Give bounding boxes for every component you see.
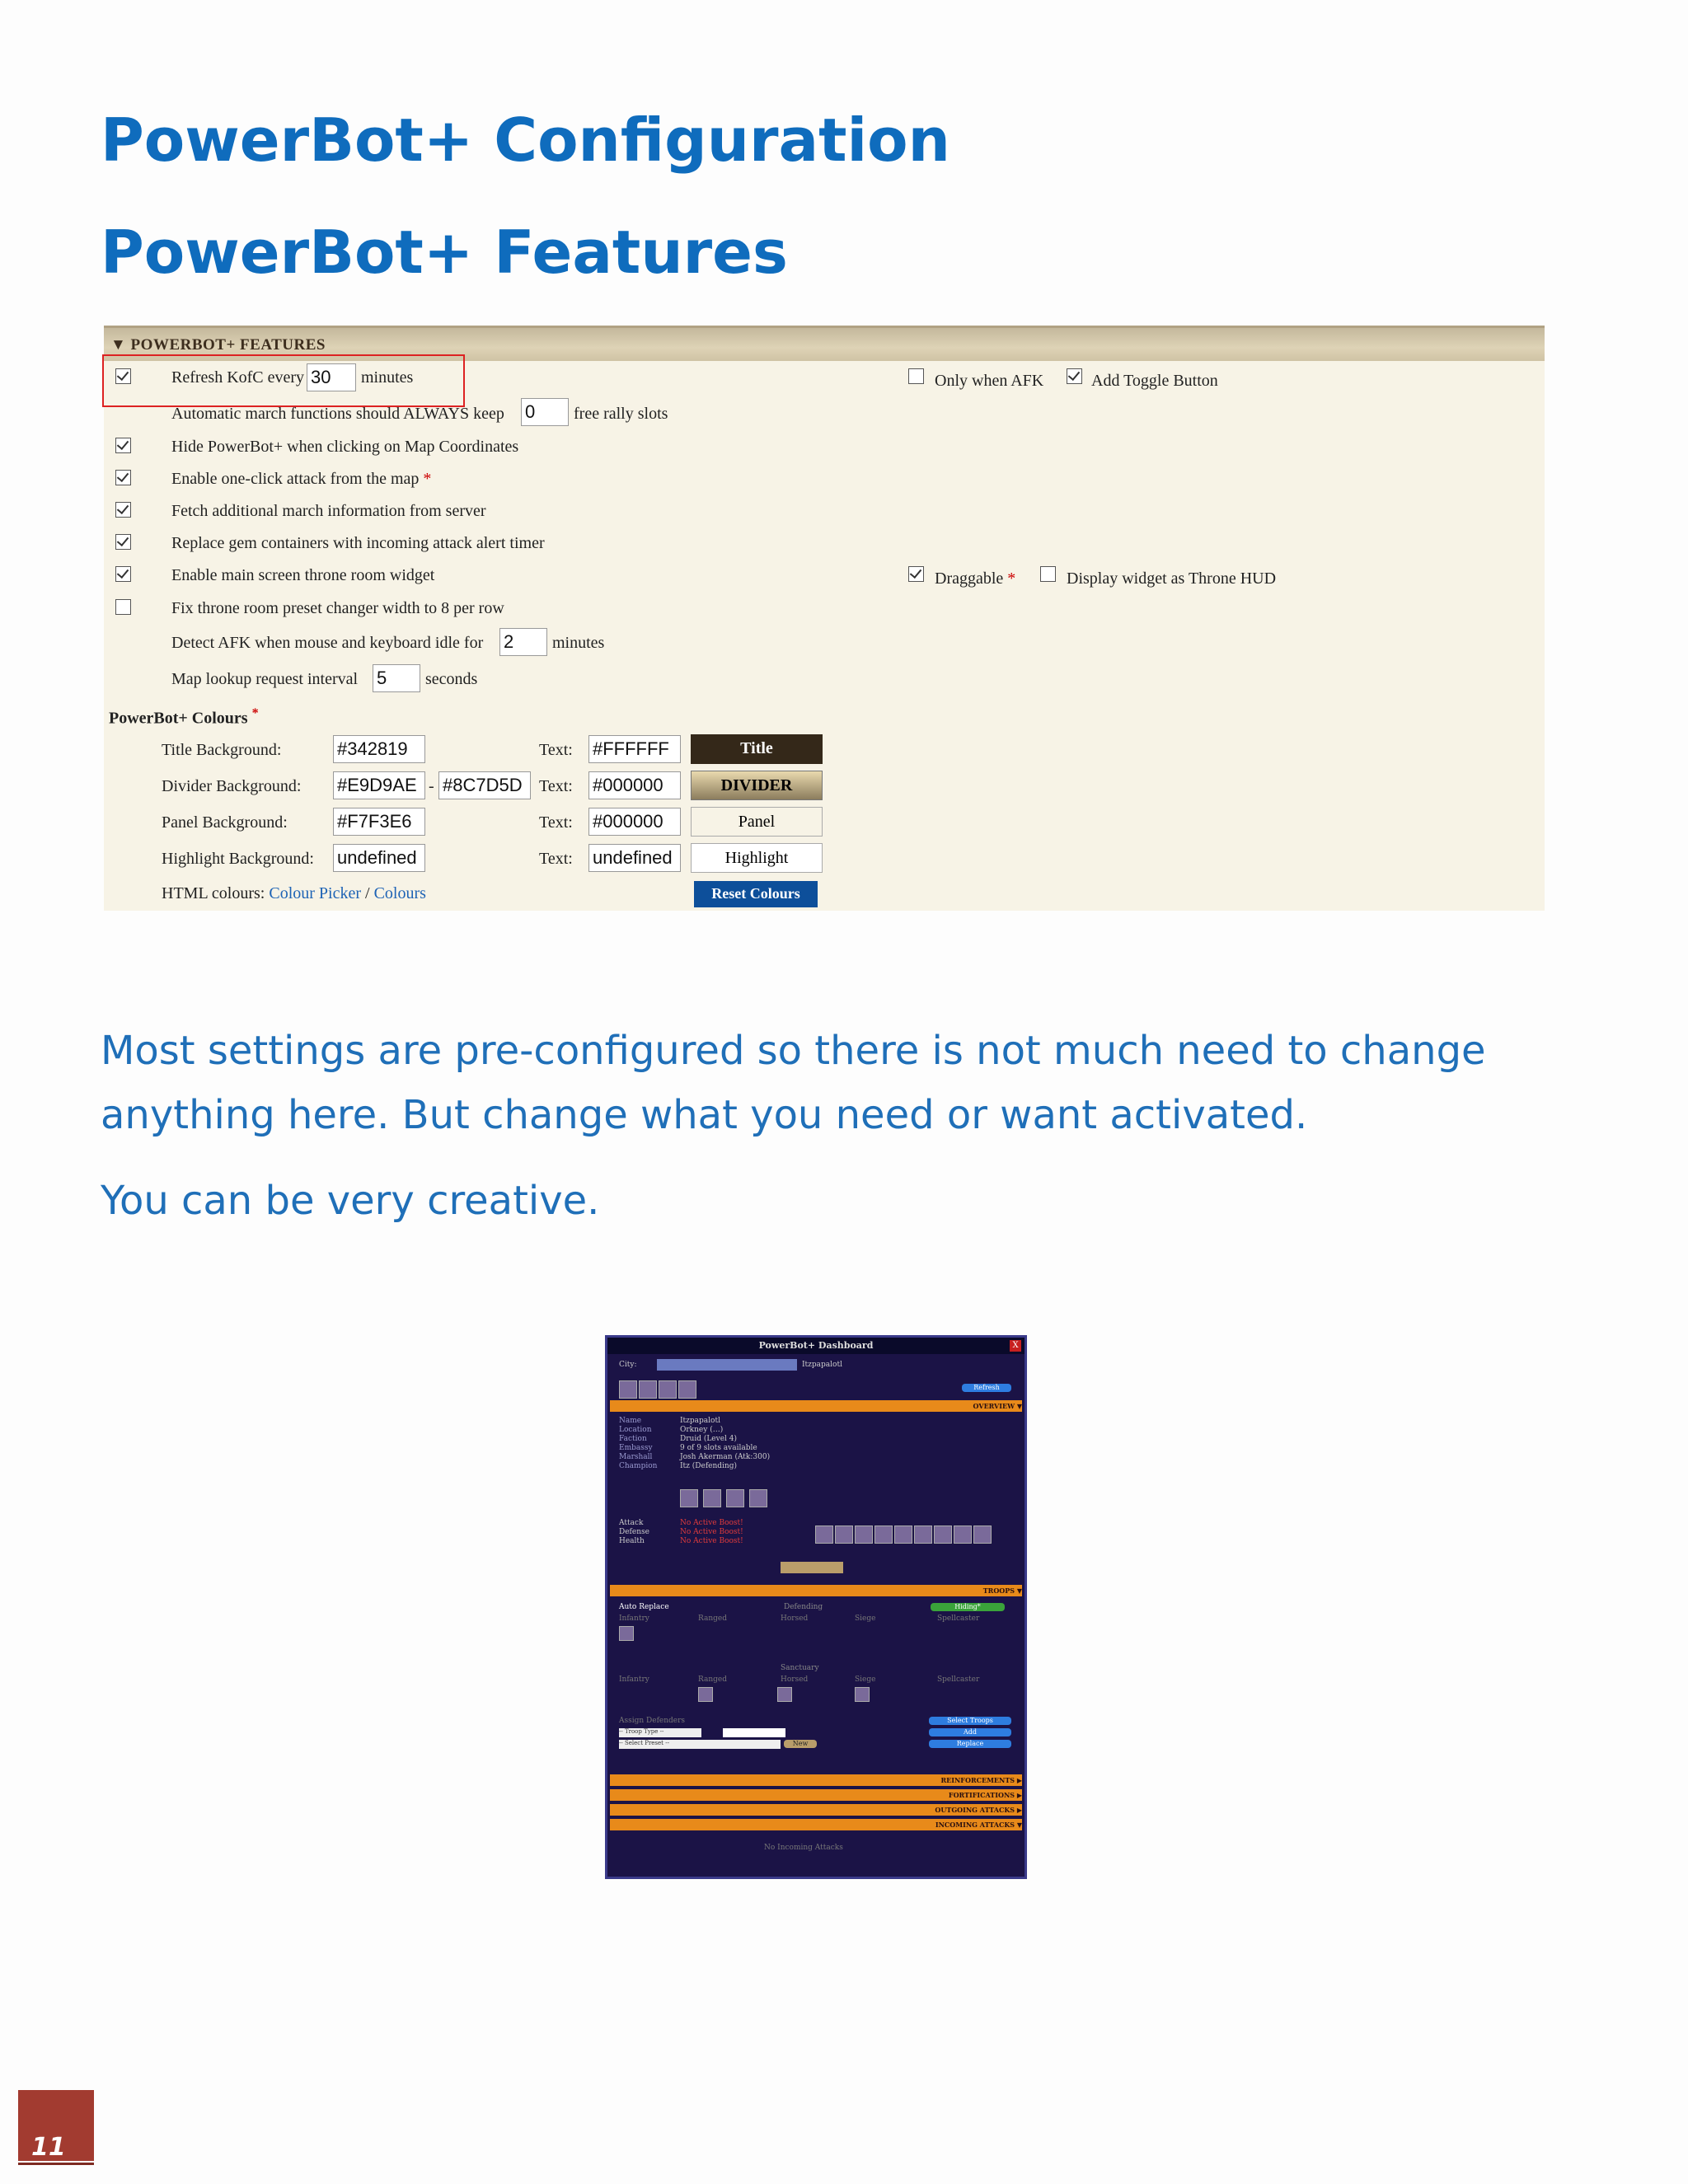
troop-col: Horsed <box>781 1675 809 1684</box>
draggable-label: Draggable * <box>935 569 1016 588</box>
info-label: Faction <box>619 1435 647 1443</box>
info-value: Itzpapalotl <box>680 1417 720 1425</box>
option-label: Fix throne room preset changer width to 8 per row <box>171 599 504 617</box>
panel-bg-input[interactable]: #F7F3E6 <box>333 808 425 836</box>
champion-icon <box>703 1489 721 1507</box>
only-afk-label: Only when AFK <box>935 372 1044 390</box>
afk-minutes-input[interactable]: 2 <box>499 628 547 656</box>
body-paragraph: Most settings are pre-configured so there is not much need to change anything here. But change what you need or want activated. <box>101 1028 1486 1138</box>
add-button[interactable]: Add <box>929 1728 1011 1736</box>
troop-col: Siege <box>855 1615 876 1623</box>
option-checkbox[interactable] <box>115 470 131 485</box>
divider-bg2-input[interactable]: #8C7D5D <box>438 771 531 799</box>
option-checkbox[interactable] <box>115 566 131 582</box>
colour-picker-link[interactable]: Colour Picker <box>269 884 362 902</box>
troops-bar[interactable]: TROOPS ▼ <box>610 1585 1022 1596</box>
champion-icon <box>680 1489 698 1507</box>
option-checkbox[interactable] <box>115 438 131 453</box>
option-label: Fetch additional march information from server <box>171 502 486 520</box>
refresh-minutes-input[interactable]: 30 <box>307 363 356 391</box>
panel-text-input[interactable]: #000000 <box>588 808 681 836</box>
only-afk-checkbox[interactable] <box>908 368 924 384</box>
replace-button[interactable]: Replace <box>929 1740 1011 1748</box>
reinforcements-bar[interactable]: REINFORCEMENTS ▶ <box>610 1774 1022 1786</box>
html-colours-row: HTML colours: Colour Picker / Colours <box>162 884 426 902</box>
troop-icon <box>855 1687 870 1702</box>
troop-col: Ranged <box>698 1675 727 1684</box>
city-icon <box>659 1380 677 1399</box>
panel-header-label: ▼ POWERBOT+ FEATURES <box>110 336 326 354</box>
auto-replace-label[interactable]: Auto Replace <box>619 1603 669 1611</box>
text-label: Text: <box>539 850 573 868</box>
refresh-button[interactable]: Refresh <box>962 1384 1011 1392</box>
select-troops-button[interactable]: Select Troops <box>929 1717 1011 1725</box>
champion-icon <box>726 1489 744 1507</box>
stat-value: No Active Boost! <box>680 1537 743 1545</box>
divider-bg-label: Divider Background: <box>162 777 302 795</box>
troop-col: Spellcaster <box>937 1615 980 1623</box>
troop-icon <box>698 1687 713 1702</box>
rally-slots-input[interactable]: 0 <box>521 398 569 426</box>
info-label: Champion <box>619 1462 658 1470</box>
new-preset-button[interactable]: New <box>784 1740 817 1748</box>
city-name: Itzpapalotl <box>802 1361 842 1369</box>
city-icon <box>619 1380 637 1399</box>
boost-icon <box>934 1526 952 1544</box>
stat-label: Health <box>619 1537 645 1545</box>
info-value: Itz (Defending) <box>680 1462 737 1470</box>
troop-col: Siege <box>855 1675 876 1684</box>
info-value: Orkney (…) <box>680 1426 724 1434</box>
highlight-text-input[interactable]: undefined <box>588 844 681 872</box>
text-label: Text: <box>539 813 573 832</box>
map-lookup-unit: seconds <box>425 670 478 688</box>
boost-icon <box>815 1526 833 1544</box>
divider-preview-button[interactable]: DIVIDER <box>691 771 823 800</box>
rally-unit: free rally slots <box>574 405 668 423</box>
dashboard-title: PowerBot+ Dashboard <box>607 1338 1025 1354</box>
city-label: City: <box>619 1361 637 1369</box>
highlight-bg-label: Highlight Background: <box>162 850 314 868</box>
panel-bg-label: Panel Background: <box>162 813 288 832</box>
stat-label: Attack <box>619 1519 644 1527</box>
text-label: Text: <box>539 777 573 795</box>
boost-icon <box>973 1526 992 1544</box>
refresh-label: Refresh KofC every <box>171 368 305 387</box>
troop-col: Infantry <box>619 1675 649 1684</box>
map-lookup-label: Map lookup request interval <box>171 670 359 688</box>
add-toggle-checkbox[interactable] <box>1067 368 1082 384</box>
stat-value: No Active Boost! <box>680 1528 743 1536</box>
hiding-button[interactable]: Hiding* <box>931 1603 1005 1611</box>
page-number-underline <box>18 2163 94 2165</box>
troop-icon <box>619 1626 634 1641</box>
afk-label: Detect AFK when mouse and keyboard idle for <box>171 634 484 652</box>
option-label: Enable one-click attack from the map * <box>171 470 432 488</box>
city-tabs[interactable] <box>657 1359 797 1371</box>
city-icon <box>678 1380 696 1399</box>
info-label: Location <box>619 1426 652 1434</box>
colours-link[interactable]: Colours <box>373 884 426 902</box>
fortifications-bar[interactable]: FORTIFICATIONS ▶ <box>610 1789 1022 1801</box>
boost-icon <box>874 1526 893 1544</box>
boost-icon <box>835 1526 853 1544</box>
add-toggle-label: Add Toggle Button <box>1091 372 1218 390</box>
assign-label: Assign Defenders <box>619 1717 686 1725</box>
throne-hud-label: Display widget as Throne HUD <box>1067 569 1277 588</box>
divider-text-input[interactable]: #000000 <box>588 771 681 799</box>
info-value: Druid (Level 4) <box>680 1435 738 1443</box>
troop-col: Spellcaster <box>937 1675 980 1684</box>
info-label: Marshall <box>619 1453 653 1461</box>
page-number: 11 <box>31 2133 66 2162</box>
option-label: Replace gem containers with incoming attack alert timer <box>171 534 545 552</box>
info-label: Name <box>619 1417 642 1425</box>
option-checkbox[interactable] <box>115 599 131 615</box>
city-icon <box>639 1380 657 1399</box>
troop-col: Horsed <box>781 1615 809 1623</box>
title-text-input[interactable]: #FFFFFF <box>588 735 681 763</box>
throne-hud-checkbox[interactable] <box>1040 566 1056 582</box>
title-bg-input[interactable]: #342819 <box>333 735 425 763</box>
colours-heading: PowerBot+ Colours * <box>109 706 259 728</box>
preset-select[interactable]: -- Select Preset -- <box>619 1740 781 1749</box>
map-lookup-input[interactable]: 5 <box>373 664 420 692</box>
highlight-preview-button[interactable]: Highlight <box>691 843 823 873</box>
panel-preview-button[interactable]: Panel <box>691 807 823 837</box>
no-incoming-label: No Incoming Attacks <box>764 1844 843 1852</box>
troop-col: Infantry <box>619 1615 649 1623</box>
pager[interactable] <box>781 1562 843 1573</box>
option-label: Hide PowerBot+ when clicking on Map Coordinates <box>171 438 519 456</box>
boost-icon <box>954 1526 972 1544</box>
section-title: PowerBot+ Features <box>101 218 788 287</box>
troop-col: Ranged <box>698 1615 727 1623</box>
body-paragraph: You can be very creative. <box>101 1178 600 1224</box>
defending-label: Defending <box>784 1603 823 1611</box>
title-preview-button[interactable]: Title <box>691 734 823 764</box>
reset-colours-button[interactable]: Reset Colours <box>694 881 818 907</box>
option-label: Enable main screen throne room widget <box>171 566 435 584</box>
features-panel <box>104 326 1545 911</box>
divider-bg-input[interactable]: #E9D9AE <box>333 771 425 799</box>
divider-dash: - <box>429 777 434 795</box>
troop-icon <box>777 1687 792 1702</box>
champion-icon <box>749 1489 767 1507</box>
title-bg-label: Title Background: <box>162 741 282 759</box>
stat-label: Defense <box>619 1528 649 1536</box>
option-checkbox[interactable] <box>115 534 131 550</box>
troop-type-select[interactable]: -- Troop Type -- <box>619 1728 701 1737</box>
dashboard-screenshot <box>605 1335 1027 1879</box>
page-title: PowerBot+ Configuration <box>101 105 950 175</box>
info-label: Embassy <box>619 1444 653 1452</box>
draggable-checkbox[interactable] <box>908 566 924 582</box>
overview-bar[interactable]: OVERVIEW ▼ <box>610 1400 1022 1412</box>
refresh-unit: minutes <box>361 368 414 387</box>
close-icon[interactable]: X <box>1010 1340 1021 1352</box>
afk-unit: minutes <box>552 634 605 652</box>
outgoing-attacks-bar[interactable]: OUTGOING ATTACKS ▶ <box>610 1804 1022 1816</box>
troop-amount-input[interactable] <box>723 1728 785 1737</box>
option-checkbox[interactable] <box>115 502 131 518</box>
info-value: Josh Akerman (Atk:300) <box>680 1453 771 1461</box>
highlight-box <box>102 354 465 407</box>
sanctuary-label: Sanctuary <box>781 1664 819 1672</box>
text-label: Text: <box>539 741 573 759</box>
highlight-bg-input[interactable]: undefined <box>333 844 425 872</box>
rally-label: Automatic march functions should ALWAYS keep <box>171 405 504 423</box>
boost-icon <box>914 1526 932 1544</box>
stat-value: No Active Boost! <box>680 1519 743 1527</box>
info-value: 9 of 9 slots available <box>680 1444 757 1452</box>
boost-icon <box>894 1526 912 1544</box>
boost-icon <box>855 1526 873 1544</box>
incoming-attacks-bar[interactable]: INCOMING ATTACKS ▼ <box>610 1819 1022 1830</box>
